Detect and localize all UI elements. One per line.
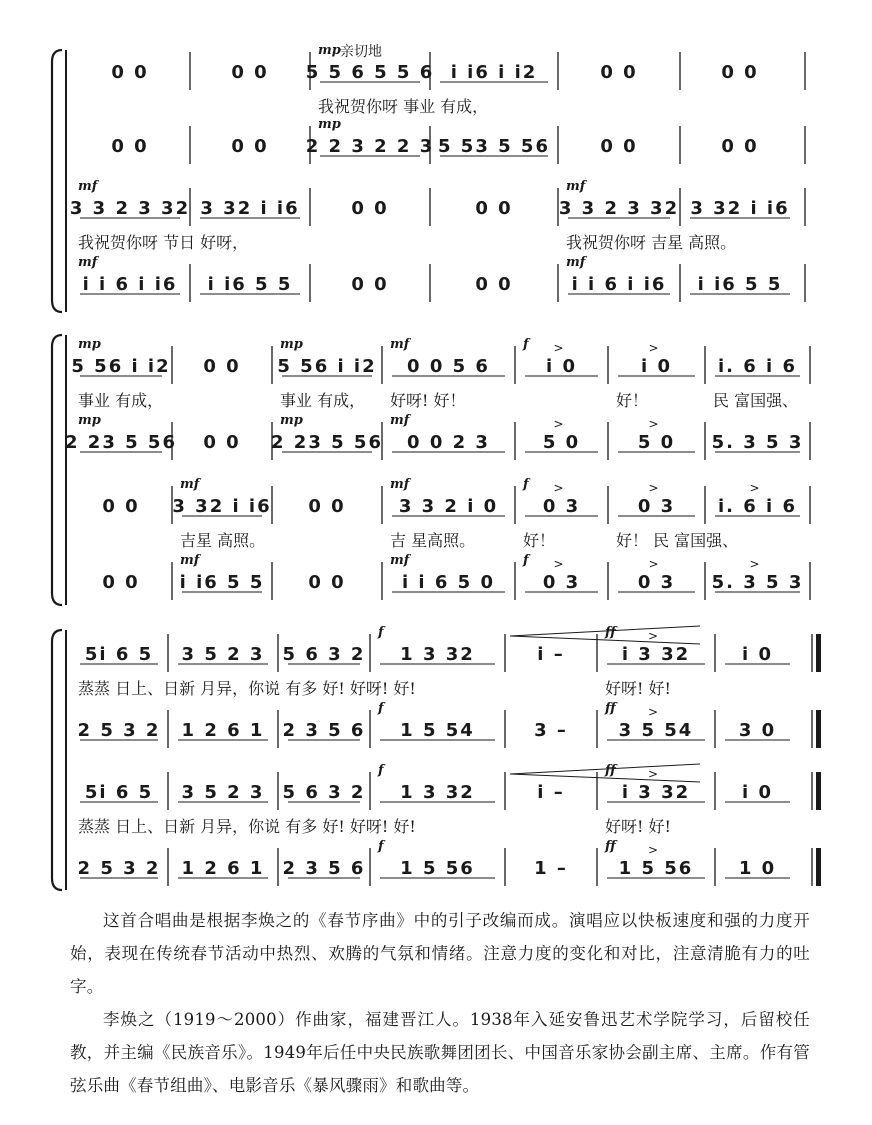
note-group: 0 3 (542, 572, 581, 593)
prose-paragraph-2: 李焕之（1919～2000）作曲家，福建晋江人。1938年入延安鲁迅艺术学院学习，后留校任教，并主编《民族音乐》。1949年后任中央民族歌舞团团长、中国音乐家协会副主席、主席。作有管弦乐曲《春节组曲》、电影音乐《暴风骤雨》和歌曲等。 (70, 1010, 810, 1095)
dynamic-mark: mp (318, 117, 341, 132)
accent-mark: > (749, 481, 760, 495)
note-group: 1 2 6 1 (181, 720, 265, 741)
lyric-line: 民 富国强、 (713, 391, 799, 410)
lyric-line: 事业 有成， (280, 391, 366, 410)
prose-paragraph-1: 这首合唱曲是根据李焕之的《春节序曲》中的引子改编而成。演唱应以快板速度和强的力度开始，表现在传统春节活动中热烈、欢腾的气氛和情绪。注意力度的变化和对比，注意清脆有力的吐字。 (70, 911, 810, 996)
accent-mark: > (648, 629, 659, 643)
note-group: 0 3 (542, 496, 581, 517)
note-group: 5 56 i i2 (71, 356, 171, 377)
lyric-line: 吉星 高照。 (180, 531, 266, 550)
accent-mark: > (648, 557, 659, 571)
lyric-line: 我祝贺你呀 事业 有成， (318, 97, 489, 116)
note-group: 5i 6 5 (84, 782, 154, 803)
accent-mark: > (648, 843, 659, 857)
final-barline (816, 634, 821, 672)
lyric-line: 好！ (616, 391, 649, 410)
dynamic-mark: f (523, 337, 529, 352)
note-group: 0 3 (637, 572, 676, 593)
note-group: 5 0 (542, 432, 581, 453)
note-group: i 0 (742, 782, 773, 803)
note-group: 3 5 54 (618, 720, 694, 741)
dynamic-mark: f (523, 477, 529, 492)
expression-mark: 亲切地 (340, 44, 382, 60)
accent-mark: > (553, 341, 564, 355)
note-group: i. 6 i 6 (717, 356, 798, 377)
note-group: 5 56 i i2 (277, 356, 377, 377)
dynamic-mark: mf (390, 337, 410, 352)
dynamic-mark: mf (78, 179, 98, 194)
note-group: 0 0 (111, 136, 149, 157)
lyric-line: 好呀! 好! (605, 679, 671, 698)
dynamic-mark: mf (390, 413, 410, 428)
note-group: 0 0 2 3 (407, 432, 490, 453)
note-group: 3 5 2 3 (181, 644, 265, 665)
note-group: 1 – (534, 858, 568, 879)
note-group: 0 0 (111, 62, 149, 83)
note-group: 0 0 (203, 432, 241, 453)
note-group: 3 3 2 3 32 (69, 198, 191, 219)
note-group: i 3 32 (621, 644, 691, 665)
note-group: i. 6 i 6 (717, 496, 798, 517)
note-group: 2 5 3 2 (77, 858, 161, 879)
note-group: 3 32 i i6 (200, 198, 300, 219)
note-group: i – (537, 644, 565, 665)
note-group: 0 0 (102, 496, 140, 517)
final-barline (816, 710, 821, 748)
dynamic-mark: mp (280, 337, 303, 352)
lyric-line: 蒸蒸 日上、日新 月异，你说 有多 好! 好呀! 好! (78, 679, 416, 698)
note-group: 0 0 (308, 572, 346, 593)
accent-mark: > (553, 557, 564, 571)
note-group: 2 2 3 2 2 3 (305, 136, 435, 157)
note-group: 3 3 2 3 32 (558, 198, 680, 219)
note-group: 2 23 5 56 (65, 432, 177, 453)
dynamic-mark: mp (78, 413, 101, 428)
note-group: 3 0 (738, 720, 777, 741)
dynamic-mark: ff (605, 839, 616, 854)
note-group: 0 0 (600, 62, 638, 83)
dynamic-mark: f (378, 701, 384, 716)
lyric-line: 好呀! 好！ (390, 391, 466, 410)
dynamic-mark: f (378, 839, 384, 854)
note-group: 0 0 (475, 198, 513, 219)
note-group: 0 0 (308, 496, 346, 517)
dynamic-mark: mf (180, 553, 200, 568)
dynamic-mark: mp (280, 413, 303, 428)
note-group: 2 5 3 2 (77, 720, 161, 741)
note-group: 1 2 6 1 (181, 858, 265, 879)
dynamic-mark: f (378, 763, 384, 778)
dynamic-mark: mf (566, 255, 586, 270)
note-group: 3 32 i i6 (690, 198, 790, 219)
dynamic-mark: mf (78, 255, 98, 270)
note-group: 3 32 i i6 (172, 496, 272, 517)
lyric-line: 我祝贺你呀 节日 好呀， (78, 233, 249, 252)
note-group: i 0 (742, 644, 773, 665)
lyric-line: 好！ 民 富国强、 (616, 531, 739, 550)
note-group: 0 0 (721, 136, 759, 157)
dynamic-mark: mp (78, 337, 101, 352)
dynamic-mark: mf (390, 477, 410, 492)
note-group: 0 0 (475, 274, 513, 295)
note-group: 5. 3 5 3 (711, 432, 804, 453)
accent-mark: > (648, 767, 659, 781)
note-group: 1 5 56 (400, 858, 475, 879)
final-barline (816, 772, 821, 810)
accent-mark: > (553, 417, 564, 431)
note-group: 1 5 56 (618, 858, 694, 879)
note-group: 5 6 3 2 (282, 644, 366, 665)
note-group: 5 0 (637, 432, 676, 453)
note-group: 2 3 5 6 (282, 858, 366, 879)
note-group: 3 3 2 i 0 (398, 496, 499, 517)
dynamic-mark: ff (605, 763, 616, 778)
lyric-line: 吉 星高照。 (390, 531, 476, 550)
dynamic-mark: mp (318, 43, 341, 58)
prose-block (70, 904, 810, 1102)
note-group: 2 3 5 6 (282, 720, 366, 741)
lyric-line: 我祝贺你呀 吉星 高照。 (566, 233, 737, 252)
note-group: 5 6 3 2 (282, 782, 366, 803)
lyric-line: 事业 有成， (78, 391, 164, 410)
note-group: i 0 (641, 356, 672, 377)
note-group: 0 0 (721, 62, 759, 83)
lyric-line: 好呀! 好! (605, 817, 671, 836)
note-group: 0 0 (600, 136, 638, 157)
dynamic-mark: ff (605, 701, 616, 716)
dynamic-mark: mf (566, 179, 586, 194)
accent-mark: > (648, 481, 659, 495)
note-group: i i6 5 5 (207, 274, 293, 295)
note-group: 1 3 32 (400, 644, 475, 665)
note-group: 1 3 32 (400, 782, 475, 803)
accent-mark: > (553, 481, 564, 495)
note-group: 1 5 54 (400, 720, 475, 741)
note-group: i i6 5 5 (179, 572, 265, 593)
note-group: i i 6 i i6 (571, 274, 667, 295)
note-group: 5 5 6 5 5 6 (305, 62, 435, 83)
note-group: i i6 5 5 (697, 274, 783, 295)
note-group: 3 5 2 3 (181, 782, 265, 803)
note-group: i i 6 5 0 (402, 572, 495, 593)
note-group: i i6 i i2 (450, 62, 538, 83)
final-barline (816, 848, 821, 886)
dynamic-mark: mf (390, 553, 410, 568)
lyric-line: 蒸蒸 日上、日新 月异，你说 有多 好! 好呀! 好! (78, 817, 416, 836)
dynamic-mark: f (378, 625, 384, 640)
note-group: 5. 3 5 3 (711, 572, 804, 593)
note-group: 0 0 (231, 136, 269, 157)
accent-mark: > (648, 417, 659, 431)
note-group: 0 0 (102, 572, 140, 593)
accent-mark: > (648, 705, 659, 719)
note-group: 0 3 (637, 496, 676, 517)
system-bracket (52, 335, 62, 605)
dynamic-mark: ff (605, 625, 616, 640)
note-group: i 3 32 (621, 782, 691, 803)
note-group: 5i 6 5 (84, 644, 154, 665)
note-group: 0 0 5 6 (407, 356, 490, 377)
dynamic-mark: f (523, 553, 529, 568)
accent-mark: > (648, 341, 659, 355)
note-group: 5 53 5 56 (438, 136, 550, 157)
note-group: i i 6 i i6 (82, 274, 178, 295)
note-group: 3 – (534, 720, 568, 741)
note-group: 0 0 (351, 198, 389, 219)
note-group: 0 0 (203, 356, 241, 377)
note-group: i – (537, 782, 565, 803)
dynamic-mark: mf (180, 477, 200, 492)
note-group: 2 23 5 56 (271, 432, 383, 453)
note-group: 0 0 (351, 274, 389, 295)
note-group: 0 0 (231, 62, 269, 83)
system-bracket (52, 50, 62, 312)
note-group: i 0 (546, 356, 577, 377)
lyric-line: 好！ (523, 531, 556, 550)
system-bracket (52, 630, 62, 890)
note-group: 1 0 (738, 858, 777, 879)
accent-mark: > (749, 557, 760, 571)
